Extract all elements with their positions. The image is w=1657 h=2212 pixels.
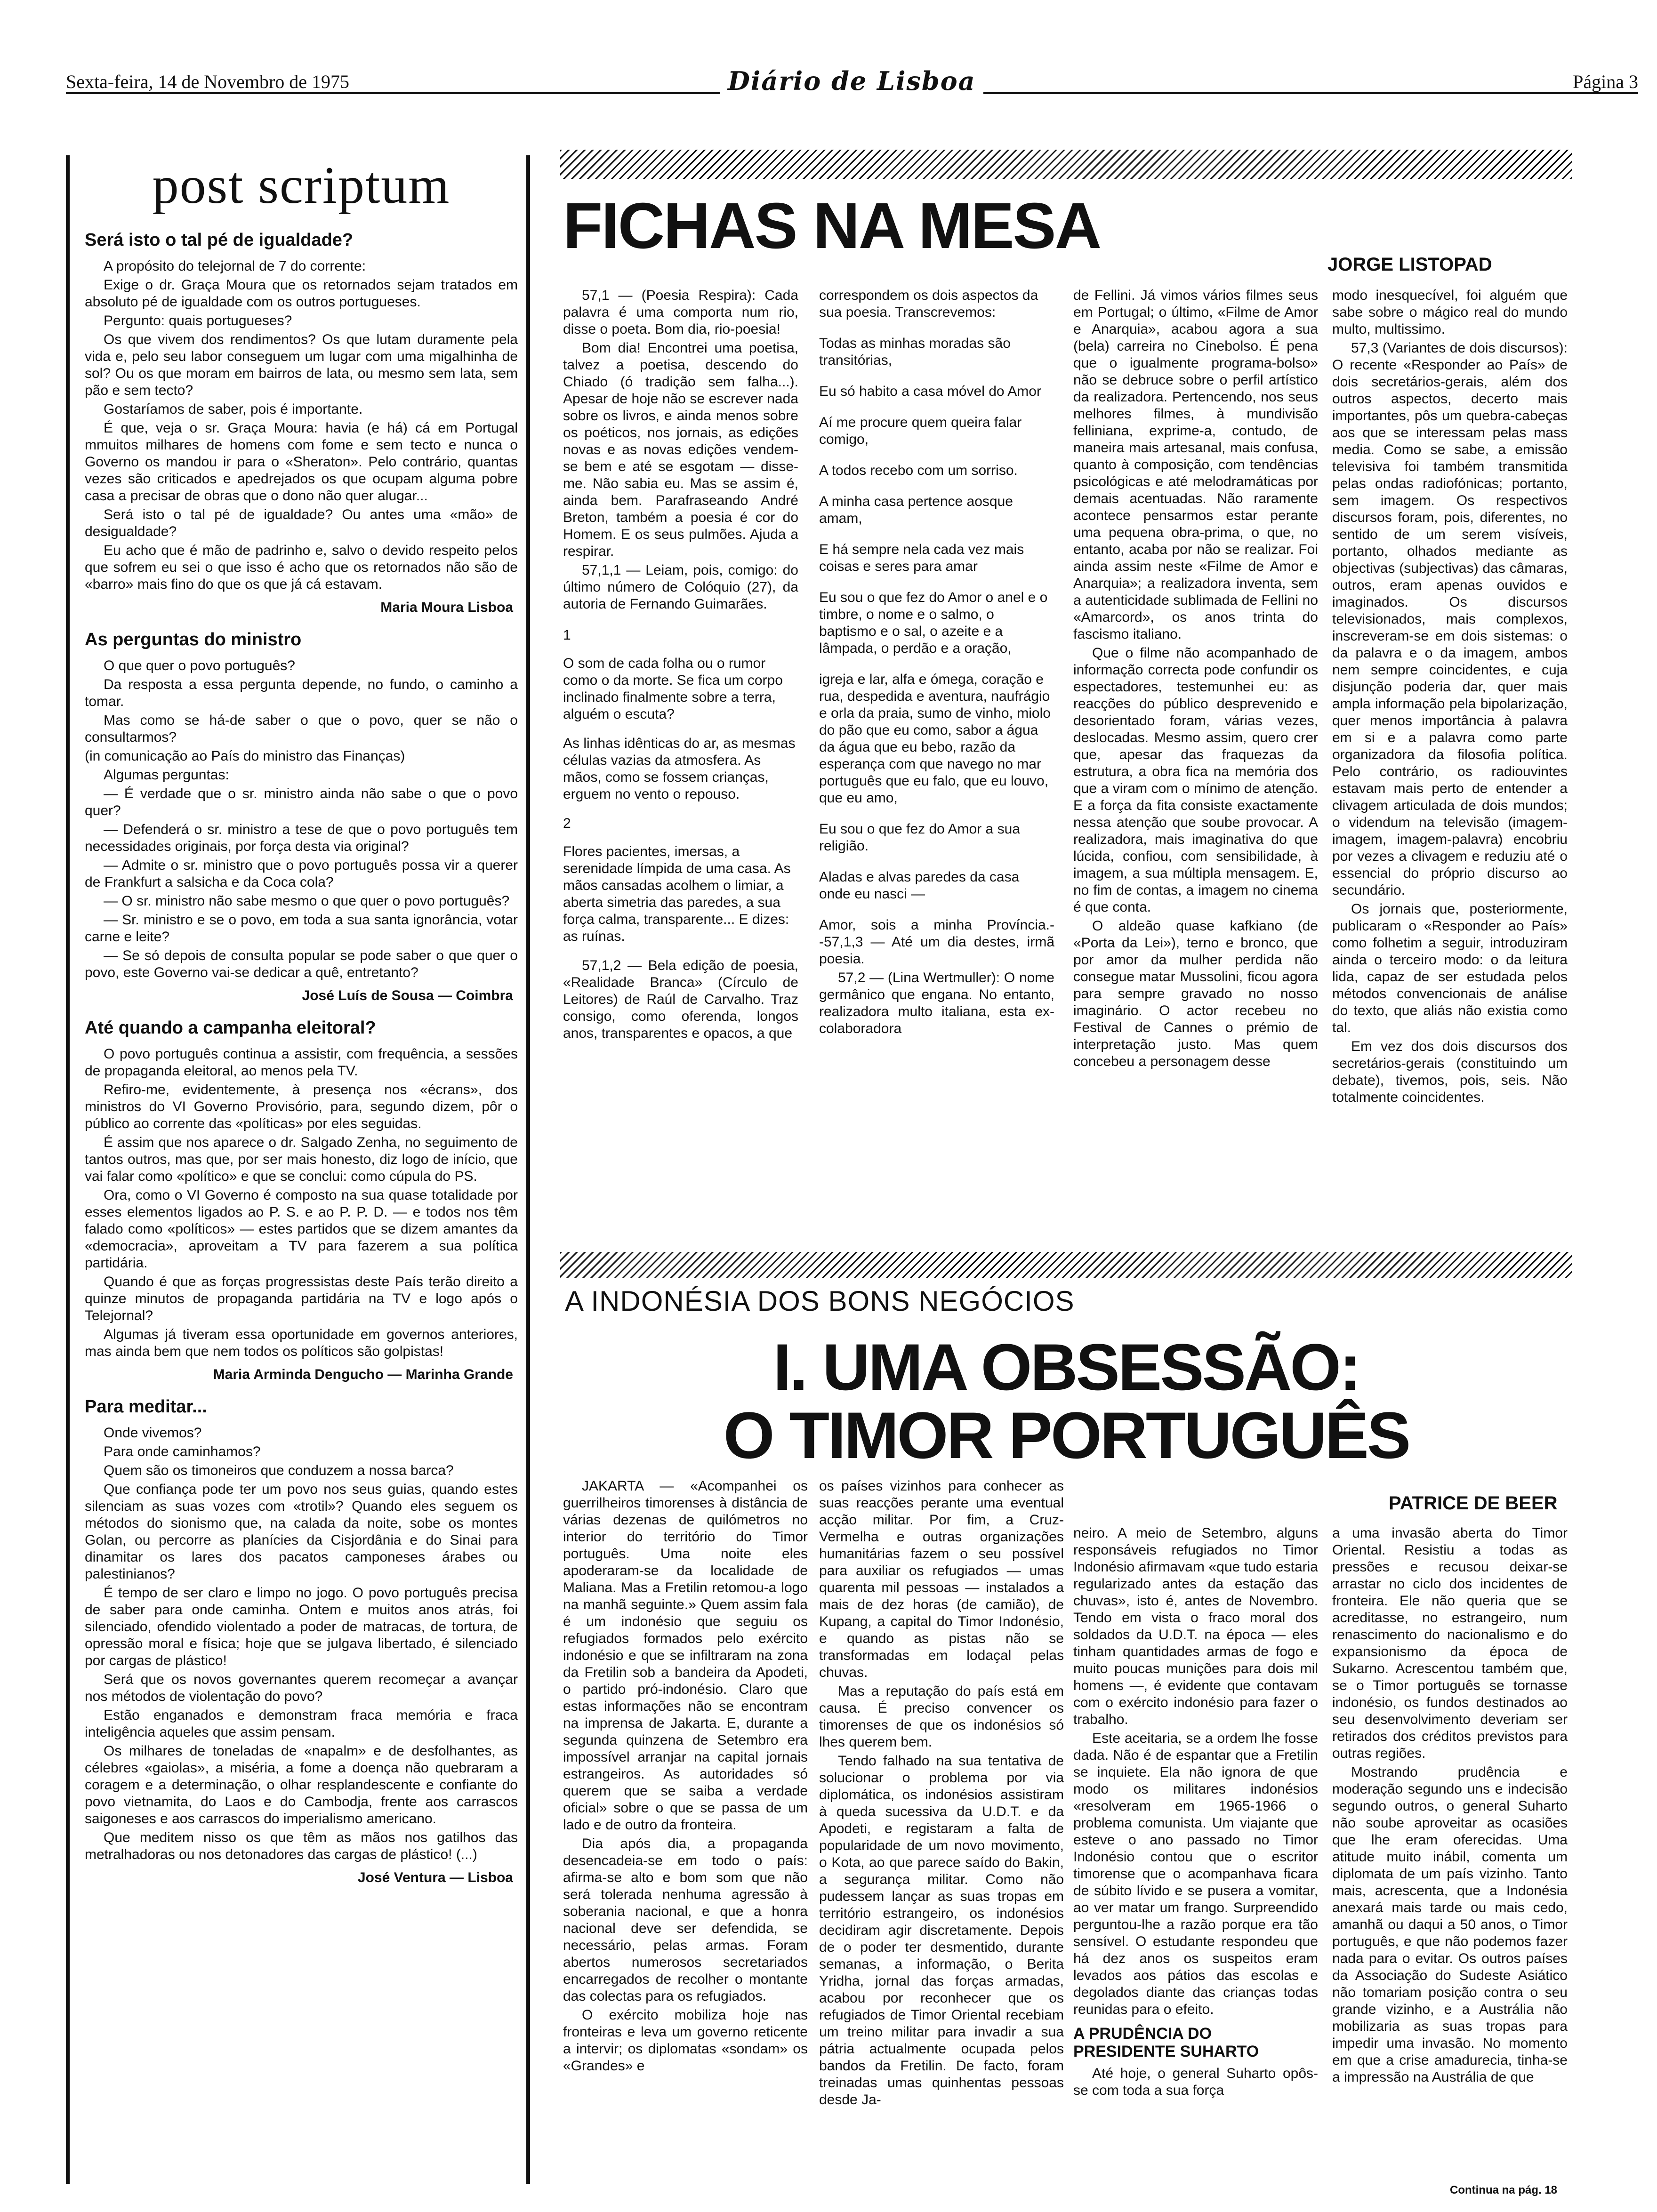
indonesia-title-line-2: O TIMOR PORTUGUÊS <box>723 1398 1409 1472</box>
indonesia-paragraph: Este aceitaria, se a ordem lhe fosse dada. Não é de espantar que a Fretilin se inquiete. Ela não ignora de que modo os militares indonésios «resolveram em 1965-1966 o problema comunista. Um viajante que esteve o ano passado no Timor Indonésio contou que o escritor timorense que o acompanhava ficara de súbito lívido e se pusera a vomitar, ao ver matar um frango. Surpreendido perguntou-lhe a razão porque era tão sensível. O estudante respondeu que há dez anos os suspeitos eram levados aos pátios das escolas e degolados diante das crianças todas reunidas para o efeito. <box>1073 1731 1318 2017</box>
fichas-paragraph: Bom dia! Encontrei uma poetisa, talvez a poetisa, descendo do Chiado (ó tradição sem falha...). Apesar de hoje não se escrever nada sobre os livros, e ainda menos sobre os poéticos, nos jornais, as edições novas e as novas edições vendem-se bem e até se esgotam — disse-me. Não sabia eu. Mas se assim é, ainda bem. Parafraseando André Breton, também a poesia é cor do Homem. E os seus pulmões. Ajuda a respirar. <box>563 340 798 559</box>
indonesia-title-line-1: I. UMA OBSESSÃO: <box>773 1330 1359 1404</box>
poem-line: E há sempre nela cada vez mais coisas e seres para amar <box>819 542 1024 574</box>
ps-section-heading: Para meditar... <box>85 1397 207 1417</box>
indonesia-paragraph: Mas a reputação do país está em causa. É preciso convencer os timorenses de que os indonésios só lhes querem bem. <box>819 1683 1064 1750</box>
ps-paragraph: Será isto o tal pé de igualdade? Ou antes uma «mão» de desigualdade? <box>85 507 518 539</box>
ps-paragraph: É assim que nos aparece o dr. Salgado Zenha, no seguimento de tantos outros, mas que, por ser mais honesto, diz logo de início, que vai falar como «político» e que se conclui: como cúpula do PS. <box>85 1135 518 1184</box>
indonesia-paragraph: JAKARTA — «Acompanhei os guerrilheiros timorenses à distância de várias dezenas de quilómetros no interior do território do Timor português. Uma noite eles apoderaram-se da localidade de Maliana. Mas a Fretilin retomou-a logo na manhã seguinte.» Quem assim fala é um indonésio que seguiu os refugiados formados pelo exército indonésio e que se infiltraram na zona da Fretilin sob a bandeira da Apodeti, o partido pró-indonésio. Claro que estas informações não se encontram na imprensa de Jakarta. E, durante a segunda quinzena de Setembro era impossível arranjar na capital jornais estrangeiros. As autoridades só querem que se saiba a verdade oficial» sobre o que se passa de um lado e de outro da fronteira. <box>563 1478 808 1833</box>
fichas-paragraph: correspondem os dois aspectos da sua poesia. Transcrevemos: <box>819 288 1038 320</box>
poem-number: 2 <box>563 816 571 831</box>
fichas-paragraph: Os jornais que, posteriormente, publicaram o «Responder ao País» como folhetim a seguir, introduziram ainda o terceiro modo: o da leitura lida, capaz de ser estudada pelos métodos convencionais de análise do texto, que aliás não existia como tal. <box>1332 901 1568 1035</box>
post-scriptum-column <box>85 151 518 2207</box>
ps-section-1 <box>85 230 518 616</box>
ps-paragraph: Quando é que as forças progressistas deste País terão direito a quinze minutos de propaganda partidária na TV e logo após o Telejornal? <box>85 1274 518 1323</box>
fichas-paragraph: 57,1,2 — Bela edição de poesia, «Realidade Branca» (Círculo de Leitores) de Raúl de Carvalho. Traz consigo, como oferenda, longos anos, transparentes e opacos, a que <box>563 958 798 1041</box>
ps-paragraph: Os milhares de toneladas de «napalm» e de desfolhantes, as célebres «gaiolas», a miséria, a fome a doença não quebraram a coragem e a determinação, o olhar resplandescente e confiante do povo vietnamita, do Laos e do Cambodja, frente aos carrascos saigoneses e aos carrascos do imperialismo americano. <box>85 1743 518 1827</box>
poem-stanza: As linhas idênticas do ar, as mesmas células vazias da atmosfera. As mãos, como se fossem crianças, erguem no vento o repouso. <box>563 736 796 802</box>
fichas-paragraph: 57,3 (Variantes de dois discursos): O recente «Responder ao País» de dois secretários-gerais, além dos outros aspectos, decerto mais importantes, pôs um quebra-cabeças aos que se interessam pelas mass media. Como se sabe, a emissão televisiva foi também transmitida pelas ondas radiofónicas; portanto, sem imagem. Os respectivos discursos foram, pois, diferentes, no sentido de um serem visíveis, portanto, olhados mediante as objectivas (subjectivas) das câmaras, outros, eram apenas ouvidos e imaginados. Os discursos televisionados, mais complexos, inscreveram-se em dois sistemas: o da palavra e o da imagem, ambos nem sempre coincidentes, e cuja disjunção poderia dar, quer mais ampla informação pela bipolarização, quer menos importância à palavra em si e a palavra como parte organizadora da filosofia política. Pelo contrário, os radiouvintes estavam mais perto de entender a clivagem articulada de dois mundos; o videndum na televisão (imagem-imagem, imagem-palavra) encobriu por vezes a clivagem e reduziu até o essencial do próprio discurso ao secundário. <box>1332 340 1568 898</box>
fichas-byline: JORGE LISTOPAD <box>1327 254 1492 275</box>
ps-paragraph: A propósito do telejornal de 7 do corrente: <box>104 258 366 274</box>
ps-paragraph: É tempo de ser claro e limpo no jogo. O povo português precisa de saber para onde caminha. Ontem e muitos anos atrás, foi silenciado, ofendido violentado a poder de matracas, de tortura, de opressão moral e física; hoje que se julgava libertado, é silenciado por cargas de plástico! <box>85 1585 518 1668</box>
poem-line: Eu sou o que fez do Amor a sua religião. <box>819 821 1020 854</box>
indonesia-kicker: A INDONÉSIA DOS BONS NEGÓCIOS <box>565 1285 1075 1317</box>
fichas-title: FICHAS NA MESA <box>563 190 1101 262</box>
fichas-paragraph: Em vez dos dois discursos dos secretários-gerais (constituindo um debate), tivemos, pois, seis. Não totalmente coincidentes. <box>1332 1039 1568 1105</box>
indonesia-column-2 <box>819 1478 1064 2212</box>
ps-paragraph: Os que vivem dos rendimentos? Os que lutam duramente pela vida e, pelo seu labor conseguem um lugar com uma migalhinha de sol? Ou os que moram em bairros de lata, ou mesmo sem lata, sem pão e sem tecto? <box>85 332 518 398</box>
fichas-hatch-band <box>560 150 1572 179</box>
ps-section-2 <box>85 630 518 1004</box>
indonesia-paragraph: Mostrando prudência e moderação segundo uns e indecisão segundo outros, o general Suharto não soube aproveitar as ocasiões que lhe eram oferecidas. Uma atitude muito inábil, comenta um diplomata de um país vizinho. Tanto mais, acrescenta, que a Indonésia anexará mais tarde ou mais cedo, amanhã ou daqui a 50 anos, o Timor português, e que não podemos fazer nada para o evitar. Os outros países da Associação do Sudeste Asiático não tomariam posição contra o seu grande vizinho, e a Austrália não mobilizaria as suas tropas para impedir uma invasão. No momento em que a crise amadurecia, tinha-se a impressão na Austrália de que <box>1332 1764 1568 2085</box>
poem-line: Eu só habito a casa móvel do Amor <box>819 384 1041 399</box>
poem-line: Eu sou o que fez do Amor o anel e o timbre, o nome e o salmo, o baptismo e o sal, o azeite e a lâmpada, o perdão e a oração, <box>819 590 1048 656</box>
ps-section-3 <box>85 1018 518 1383</box>
ps-signature: Maria Moura Lisboa <box>380 600 513 615</box>
ps-section-4 <box>85 1397 518 1886</box>
indonesia-paragraph: a uma invasão aberta do Timor Oriental. Resistiu a todas as pressões e recusou deixar-se arrastar no ciclo dos incidentes de fronteira. Ele não queria que se acreditasse, no estrangeiro, num renascimento do nacionalismo e do expansionismo da época de Sukarno. Acrescentou também que, se o Timor português se tornasse indonésio, os fundos destinados ao seu desenvolvimento deveriam ser retirados dos créditos previstos para outras regiões. <box>1332 1525 1568 1761</box>
poem-stanza: Flores pacientes, imersas, a serenidade límpida de uma casa. As mãos cansadas acolhem o limiar, a aberta simetria das paredes, a sua força calma, transparente... E dizes: as ruínas. <box>563 844 791 944</box>
ps-paragraph: — Sr. ministro e se o povo, em toda a sua santa ignorância, votar carne e leite? <box>85 912 518 945</box>
ps-paragraph: Estão enganados e demonstram fraca memória e fraca inteligência aqueles que assim pensam. <box>85 1707 518 1740</box>
poem-line: A minha casa pertence aosque amam, <box>819 494 1013 526</box>
fichas-paragraph: Que o filme não acompanhado de informação correcta pode confundir os espectadores, testemunhei eu: as reacções do público desprevenido e desorientado foram, várias vezes, deslocadas. Mesmo assim, quero crer que, apesar das fraquezas da estrutura, a obra fica na memória dos que a viram com o mínimo de atenção. E a força da fita consiste exactamente nessa atenção que soube provocar. A realizadora, mais imaginativa do que lúcida, confiou, com sensibilidade, à imagem, a sua múltipla mensagem. E, no fim de contas, a imagem no cinema é que conta. <box>1073 645 1318 915</box>
ps-paragraph: (in comunicação ao País do ministro das Finanças) <box>85 748 405 764</box>
poem-line: Todas as minhas moradas são transitórias, <box>819 336 1011 368</box>
ps-signature: Maria Arminda Dengucho — Marinha Grande <box>213 1367 513 1382</box>
fichas-paragraph: modo inesquecível, foi alguém que sabe sobre o mágico real do mundo multo, multissimo. <box>1332 288 1568 337</box>
ps-right-rule <box>526 155 530 2184</box>
ps-paragraph: Pergunto: quais portugueses? <box>104 313 292 329</box>
ps-paragraph: Onde vivemos? <box>104 1425 202 1441</box>
issue-date: Sexta-feira, 14 de Novembro de 1975 <box>66 71 350 92</box>
page-number: Página 3 <box>1573 71 1638 92</box>
ps-paragraph: Mas como se há-de saber o que o povo, quer se não o consultarmos? <box>85 713 518 745</box>
ps-paragraph: Exige o dr. Graça Moura que os retornados sejam tratados em absoluto pé de igualdade com os outros portugueses. <box>85 277 518 310</box>
poem-line: Aí me procure quem queira falar comigo, <box>819 415 1022 447</box>
ps-section-heading: Até quando a campanha eleitoral? <box>85 1018 376 1038</box>
fichas-paragraph: 57,1,1 — Leiam, pois, comigo: do último número de Colóquio (27), da autoria de Fernando Guimarães. <box>563 562 798 612</box>
fichas-paragraph: 57,1 — (Poesia Respira): Cada palavra é uma comporta num rio, disse o poeta. Bom dia, rio-poesia! <box>563 288 798 337</box>
ps-signature: José Ventura — Lisboa <box>357 1870 513 1885</box>
fichas-paragraph: O aldeão quase kafkiano (de «Porta da Lei»), terno e bronco, que por amor da mulher perdida não consegue matar Mussolini, ficou agora para sempre gravado no nosso imaginário. O actor recebeu no Festival de Cannes o prémio de interpretação justo. Mas quem concebeu a personagem desse <box>1073 918 1318 1069</box>
ps-paragraph: — Defenderá o sr. ministro a tese de que o povo português tem necessidades originais, por força desta via original? <box>85 822 518 854</box>
ps-paragraph: — É verdade que o sr. ministro ainda não sabe o que o povo quer? <box>85 786 518 818</box>
fichas-column-4 <box>1332 287 1568 1224</box>
poem-number: 1 <box>563 627 571 643</box>
ps-paragraph: Gostaríamos de saber, pois é importante. <box>104 401 363 417</box>
fichas-column-2 <box>819 287 1054 1224</box>
indonesia-paragraph: O exército mobiliza hoje nas fronteiras e leva um governo reticente a intervir; os diplomatas «sondam» os «Grandes» e <box>563 2007 808 2074</box>
ps-paragraph: Da resposta a essa pergunta depende, no fundo, o caminho a tomar. <box>85 677 518 709</box>
ps-paragraph: É que, veja o sr. Graça Moura: havia (e há) cá em Portugal mmuitos milhares de homens com fome e sem tecto e nunca o Governo os mandou ir para o «Sheraton». Pelo contrário, quantas vezes são criticados e apedrejados os que ocupam alguma pobre casa a precisar de obras que o dono não quer alugar... <box>85 420 518 504</box>
ps-paragraph: Algumas perguntas: <box>104 767 229 783</box>
poem-line: A todos recebo com um sorriso. <box>819 463 1018 478</box>
ps-paragraph: O povo português continua a assistir, com frequência, a sessões de propaganda eleitoral, ao menos pela TV. <box>85 1046 518 1079</box>
poem-stanza: O som de cada folha ou o rumor como o da morte. Se fica um corpo inclinado finalmente sobre a terra, alguém o escuta? <box>563 656 783 722</box>
post-scriptum-title: post scriptum <box>152 156 450 215</box>
indonesia-column-1 <box>563 1478 808 2212</box>
continued-note: Continua na pág. 18 <box>1450 2184 1558 2196</box>
ps-paragraph: Quem são os timoneiros que conduzem a nossa barca? <box>104 1463 454 1478</box>
ps-paragraph: Ora, como o VI Governo é composto na sua quase totalidade por esses elementos ligados ao P. S. e ao P. P. D. — e todos nos têm falado como «políticos» — estes partidos que se dizem amantes da «democracia», aproveitam a TV para fazerem a sua política partidária. <box>85 1187 518 1271</box>
ps-signature: José Luís de Sousa — Coimbra <box>302 988 513 1003</box>
ps-paragraph: Que meditem nisso os que têm as mãos nos gatilhos das metralhadoras ou nos detonadores das cargas de plástico! (...) <box>85 1830 518 1862</box>
ps-section-heading: Será isto o tal pé de igualdade? <box>85 230 354 250</box>
ps-paragraph: O que quer o povo português? <box>104 658 295 673</box>
indonesia-column-3 <box>1073 1525 1318 2212</box>
poem-line: igreja e lar, alfa e ómega, coração e rua, despedida e aventura, naufrágio e orla da praia, sumo de vinho, miolo do pão que eu como, sabor a água da água que eu bebo, razão da esperança com que navego no mar português que eu falo, que eu louvo, que eu amo, <box>819 672 1051 806</box>
fichas-column-1 <box>563 287 798 1224</box>
ps-paragraph: — O sr. ministro não sabe mesmo o que quer o povo português? <box>104 893 510 909</box>
fichas-column-3 <box>1073 287 1318 1224</box>
ps-paragraph: Que confiança pode ter um povo nos seus guias, quando estes silenciam as suas vozes com «trotil»? Quando eles seguem os métodos do sionismo que, na calada da noite, sobe os montes Golan, ou percorre as planícies da Cisjordânia e do Sinai para dinamitar os lares dos pacatos camponeses árabes ou palestinianos? <box>85 1482 518 1582</box>
indonesia-paragraph: Dia após dia, a propaganda desencadeia-se em todo o país: afirma-se alto e bom som que não será tolerada nenhuma agressão à soberania nacional, e que a honra nacional deve ser defendida, se necessário, pelas armas. Foram abertos numerosos secretariados encarregados de recolher o montante das colectas para os refugiados. <box>563 1836 808 2004</box>
indonesia-column-4 <box>1332 1525 1568 2174</box>
ps-paragraph: Eu acho que é mão de padrinho e, salvo o devido respeito pelos que sofrem eu sei o que isso é acho que os retornados não são de «barro» mais fino do que os que já cá estavam. <box>85 543 518 592</box>
poem-line: Aladas e alvas paredes da casa onde eu nasci — <box>819 869 1020 902</box>
ps-paragraph: — Se só depois de consulta popular se pode saber o que quer o povo, este Governo vai-se dedicar a quê, entretanto? <box>85 948 518 980</box>
ps-paragraph: Será que os novos governantes querem recomeçar a avançar nos métodos de violentação do povo? <box>85 1672 518 1704</box>
ps-paragraph: Algumas já tiveram essa oportunidade em governos anteriores, mas ainda bem que nem todos os políticos são golpistas! <box>85 1327 518 1359</box>
ps-paragraph: Refiro-me, evidentemente, à presença nos «écrans», dos ministros do VI Governo Provisório, para, segundo dizem, pôr o público ao corrente das «políticas» por eles seguidas. <box>85 1082 518 1131</box>
fichas-paragraph: de Fellini. Já vimos vários filmes seus em Portugal; o último, «Filme de Amor e Anarquia», acabou agora a sua (bela) carreira no Cinebolso. É pena que o igualmente programa-bolso» não se debruce sobre o perfil artístico da realizadora. Pertencendo, nos seus melhores filmes, à mundivisão felliniana, exprime-a, contudo, de maneira mais artesanal, mais confusa, quanto à composição, com tendências psicológicas e até melodramáticas por demais acentuadas. Não raramente acontece pensarmos estar perante uma pequena obra-prima, o que, no entanto, acaba por não se realizar. Foi ainda assim neste «Filme de Amor e Anarquia»; a realizadora inventa, sem a autenticidade sublimada de Fellini no «Amarcord», os anos trinta do fascismo italiano. <box>1073 288 1318 642</box>
indonesia-hatch-band <box>560 1252 1572 1278</box>
indonesia-subheading: A PRUDÊNCIA DO PRESIDENTE SUHARTO <box>1073 2025 1259 2060</box>
ps-left-rule <box>66 155 70 2184</box>
indonesia-paragraph: Até hoje, o general Suharto opôs-se com toda a sua força <box>1073 2066 1318 2098</box>
indonesia-paragraph: os países vizinhos para conhecer as suas reacções perante uma eventual acção militar. Por fim, a Cruz-Vermelha e outras organizações humanitárias fazem o seu possível para auxiliar os refugiados — umas quarenta mil pessoas — instalados a mais de dez horas (de camião), de Kupang, a capital do Timor Indonésio, e quando as pistas não se transformadas em lodaçal pelas chuvas. <box>819 1478 1064 1680</box>
ps-paragraph: — Admite o sr. ministro que o povo português possa vir a querer de Frankfurt a salsicha e da Coca cola? <box>85 858 518 890</box>
fichas-paragraph: Amor, sois a minha Província.--57,1,3 — Até um dia destes, irmã poesia. <box>819 917 1054 967</box>
ps-section-heading: As perguntas do ministro <box>85 630 302 649</box>
indonesia-paragraph: neiro. A meio de Setembro, alguns responsáveis refugiados no Timor Indonésio afirmavam «que tudo estaria regularizado antes da estação das chuvas», isto é, antes de Novembro. Tendo em vista o fraco moral dos soldados da U.D.T. na época — eles tinham quantidades armas de fogo e muito poucas munições para dois mil homens —, é evidente que contavam com o exército indonésio para fazer o trabalho. <box>1073 1525 1318 1727</box>
indonesia-paragraph: Tendo falhado na sua tentativa de solucionar o problema por via diplomática, os indonésios assistiram à queda sucessiva da U.D.T. e da Apodeti, e registaram a falta de popularidade de um novo movimento, o Kota, ao que parece saído do Bakin, a segurança militar. Como não pudessem lançar as suas tropas em território estrangeiro, os indonésios decidiram agir discretamente. Depois de o poder ter desmentido, durante semanas, a informação, o Berita Yridha, jornal das forças armadas, acabou por reconhecer que os refugiados de Timor Oriental recebiam um treino militar para invadir a sua pátria actualmente ocupada pelos bandos da Fretilin. De facto, foram treinadas umas quinhentas pessoas desde Ja- <box>819 1753 1064 2108</box>
fichas-paragraph: 57,2 — (Lina Wertmuller): O nome germânico que engana. No entanto, realizadora multo italiana, esta ex-colaboradora <box>819 970 1054 1036</box>
ps-paragraph: Para onde caminhamos? <box>104 1444 261 1459</box>
indonesia-byline: PATRICE DE BEER <box>1389 1493 1558 1514</box>
newspaper-name: Diário de Lisboa <box>720 66 983 96</box>
